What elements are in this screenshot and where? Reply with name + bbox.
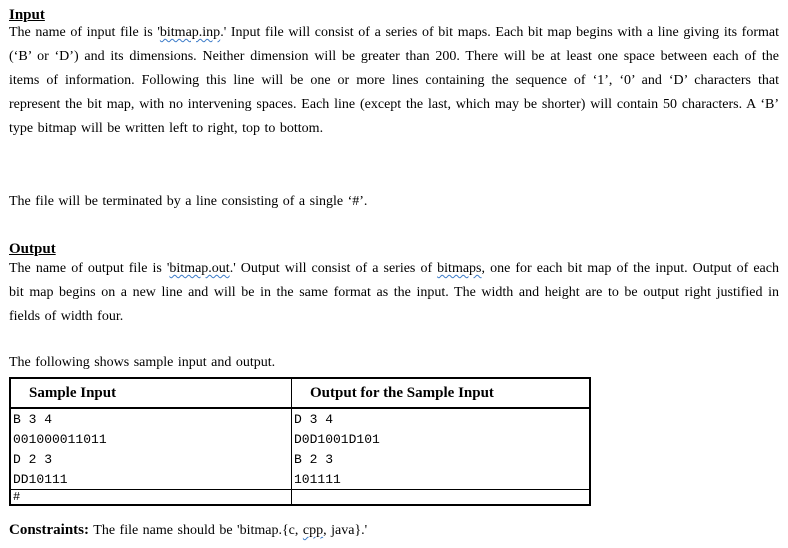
input-desc-text-b: .' Input file will consist of a series of bit maps. Each bit map begins with a line giving its format (‘B’ or ‘D’) and its dimensions. Neither dimension will be greater than 200. There will be at least one space between each of the items of information. Following this line will be one or more lines containing the sequence of ‘1’, ‘0’ and ‘D’ characters that represent the bit map, with no intervening spaces. Each line (except the last, which may be shorter) will contain 50 characters. A ‘B’ type bitmap will be written left to right, top to bottom. <box>9 25 780 136</box>
output-heading: Output <box>9 241 56 257</box>
constraints-text-b: , java}.' <box>323 523 368 538</box>
sample-table-header <box>10 378 590 408</box>
input-desc-text-a: The name of input file is ' <box>9 25 160 40</box>
output-description <box>9 257 779 329</box>
table-row <box>10 408 590 429</box>
constraints-label: Constraints: <box>9 522 90 538</box>
table-row <box>10 449 590 469</box>
input-description <box>9 21 779 141</box>
output-desc-word: bitmaps <box>437 261 482 276</box>
table-row <box>10 429 590 449</box>
sample-output-cell: D0D1001D101 <box>292 429 591 449</box>
sample-terminator-cell: # <box>10 490 292 506</box>
sample-empty-cell <box>292 490 591 506</box>
sample-output-cell: D 3 4 <box>292 408 591 429</box>
output-filename: bitmap.out <box>169 261 230 276</box>
table-row <box>10 490 590 506</box>
output-desc-text-c: , one for each bit map of the input. Output of each bit map begins on a new line and will be in the same format as the input. The width and height are to be output right justified in fields of width four. <box>9 261 779 324</box>
sample-input-cell: 001000011011 <box>10 429 292 449</box>
sample-input-cell: D 2 3 <box>10 449 292 469</box>
sample-table <box>9 377 591 506</box>
sample-output-cell: 101111 <box>292 469 591 490</box>
input-terminator-note: The file will be terminated by a line consisting of a single ‘#’. <box>9 194 368 209</box>
constraints <box>9 520 367 541</box>
sample-input-header: Sample Input <box>10 378 292 408</box>
output-desc-text-a: The name of output file is ' <box>9 261 170 276</box>
sample-output-header: Output for the Sample Input <box>292 378 591 408</box>
output-desc-text-b: .' Output will consist of a series of <box>229 261 438 276</box>
sample-input-cell: DD10111 <box>10 469 292 490</box>
constraints-text-a: The file name should be 'bitmap.{c, <box>89 523 303 538</box>
table-row <box>10 469 590 490</box>
sample-input-cell: B 3 4 <box>10 408 292 429</box>
constraints-word: cpp <box>302 523 324 538</box>
sample-output-cell: B 2 3 <box>292 449 591 469</box>
sample-intro: The following shows sample input and output. <box>9 355 276 370</box>
input-heading: Input <box>9 7 45 23</box>
input-filename: bitmap.inp <box>159 25 221 40</box>
